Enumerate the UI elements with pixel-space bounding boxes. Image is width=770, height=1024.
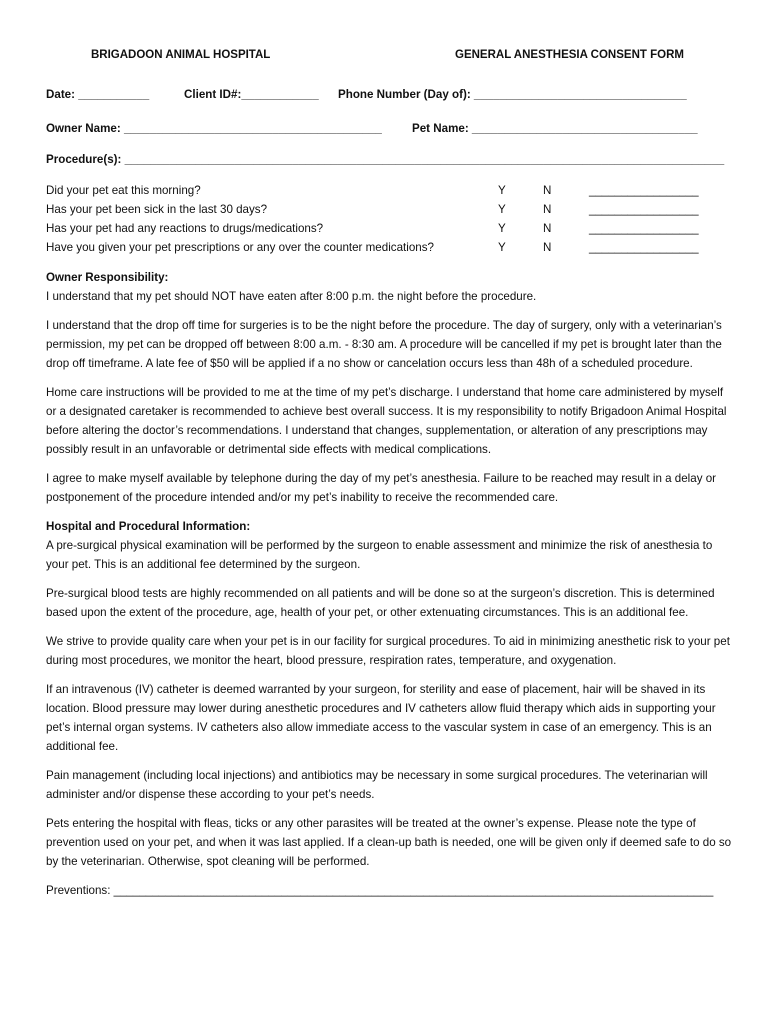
no-option[interactable]: N	[543, 203, 552, 216]
answer-line[interactable]: _________________	[589, 222, 699, 235]
question-text: Has your pet been sick in the last 30 days?	[46, 203, 268, 216]
question-row	[46, 181, 736, 200]
hospital-name: BRIGADOON ANIMAL HOSPITAL	[91, 49, 271, 61]
answer-line[interactable]: _________________	[589, 203, 699, 216]
paragraph: If an intravenous (IV) catheter is deemed warranted by your surgeon, for sterility and ease of placement, hair will be shaved in its location. Blood pressure may lower during anesthetic procedures and IV catheters allow fluid therapy which aids in supporting your pet’s internal organ systems. IV catheters also allow immediate access to the vascular system in case of an emergency. This is an additional fee.	[46, 683, 716, 753]
no-option[interactable]: N	[543, 241, 552, 254]
date-field[interactable]: Date: ___________	[46, 88, 150, 101]
owner-responsibility-section	[46, 268, 736, 507]
pet-name-field[interactable]: Pet Name: ___________________________________	[412, 122, 698, 135]
question-row	[46, 219, 736, 238]
question-row	[46, 200, 736, 219]
hospital-info-section	[46, 517, 736, 871]
paragraph: Pets entering the hospital with fleas, ticks or any other parasites will be treated at the owner’s expense. Please note the type of prevention used on your pet, and when it was last applied. If a clean-up bath is needed, one will be given only if deemed safe to do so by the veterinarian. Otherwise, spot cleaning will be performed.	[46, 817, 732, 868]
no-option[interactable]: N	[543, 222, 552, 235]
date-client-phone-row	[46, 85, 736, 104]
hospital-info-heading: Hospital and Procedural Information:	[46, 520, 251, 533]
owner-responsibility-heading: Owner Responsibility:	[46, 271, 169, 284]
form-header	[46, 46, 736, 68]
question-text: Have you given your pet prescriptions or any over the counter medications?	[46, 241, 434, 254]
form-title: GENERAL ANESTHESIA CONSENT FORM	[455, 49, 684, 61]
question-row	[46, 238, 736, 257]
client-id-field[interactable]: Client ID#:____________	[184, 88, 319, 101]
preventions-field[interactable]: Preventions: _____________________________________________________________________________________________	[46, 884, 714, 897]
paragraph: I agree to make myself available by telephone during the day of my pet’s anesthesia. Failure to be reached may result in a delay or postponement of the procedure intended and/or my pet’s inability to receive the recommended care.	[46, 472, 717, 504]
question-text: Did your pet eat this morning?	[46, 184, 201, 197]
preventions-row	[46, 881, 736, 900]
question-text: Has your pet had any reactions to drugs/medications?	[46, 222, 324, 235]
paragraph: Pain management (including local injections) and antibiotics may be necessary in some surgical procedures. The veterinarian will administer and/or dispense these according to your pet’s needs.	[46, 769, 708, 801]
yes-option[interactable]: Y	[498, 222, 506, 235]
procedures-field[interactable]: Procedure(s): _____________________________________________________________________________________________	[46, 153, 725, 166]
answer-line[interactable]: _________________	[589, 241, 699, 254]
procedures-row	[46, 150, 736, 169]
yes-option[interactable]: Y	[498, 184, 506, 197]
paragraph: Home care instructions will be provided to me at the time of my pet’s discharge. I understand that home care administered by myself or a designated caretaker is recommended to achieve best overall success. It is my responsibility to notify Brigadoon Animal Hospital before altering the doctor’s recommendations. I understand that changes, supplementation, or alteration of any prescriptions may possibly result in an unfavorable or detrimental side effects with medical complications.	[46, 386, 727, 456]
paragraph: A pre-surgical physical examination will be performed by the surgeon to enable assessment and minimize the risk of anesthesia to your pet. This is an additional fee determined by the surgeon.	[46, 539, 713, 571]
phone-field[interactable]: Phone Number (Day of): _________________________________	[338, 88, 687, 101]
owner-pet-row	[46, 119, 736, 138]
questions-list	[46, 181, 736, 257]
paragraph: I understand that my pet should NOT have eaten after 8:00 p.m. the night before the procedure.	[46, 290, 537, 303]
consent-form-page	[46, 46, 736, 900]
paragraph: I understand that the drop off time for surgeries is to be the night before the procedure. The day of surgery, only with a veterinarian’s permission, my pet can be dropped off between 8:00 a.m. - 8:30 am. A procedure will be cancelled if my pet is brought later than the drop off timeframe. A late fee of $50 will be applied if a no show or cancelation occurs less than 48h of a scheduled procedure.	[46, 319, 722, 370]
paragraph: Pre-surgical blood tests are highly recommended on all patients and will be done so at the surgeon’s discretion. This is determined based upon the extent of the procedure, age, health of your pet, or other extenuating circumstances. This is an additional fee.	[46, 587, 715, 619]
paragraph: We strive to provide quality care when your pet is in our facility for surgical procedures. To aid in minimizing anesthetic risk to your pet during most procedures, we monitor the heart, blood pressure, respiration rates, temperature, and oxygenation.	[46, 635, 730, 667]
answer-line[interactable]: _________________	[589, 184, 699, 197]
no-option[interactable]: N	[543, 184, 552, 197]
owner-name-field[interactable]: Owner Name: ________________________________________	[46, 122, 382, 135]
yes-option[interactable]: Y	[498, 241, 506, 254]
yes-option[interactable]: Y	[498, 203, 506, 216]
